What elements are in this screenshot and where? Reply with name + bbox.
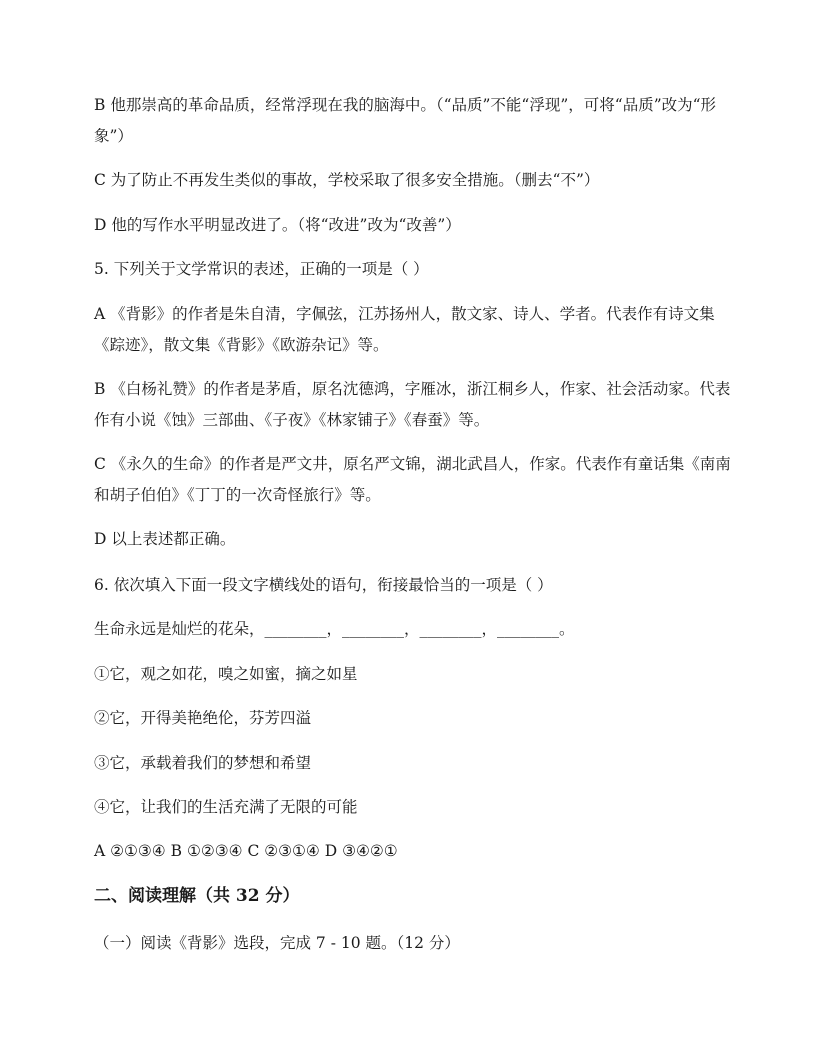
section-heading: 二、阅读理解（共 32 分） xyxy=(94,886,300,906)
question-5-option-a: A 《背影》的作者是朱自清，字佩弦，江苏扬州人，散文家、诗人、学者。代表作有诗文集《踪迹》，散文集《背影》《欧游杂记》等。 xyxy=(94,305,715,354)
question-5-option-b: B 《白杨礼赞》的作者是茅盾，原名沈德鸿，字雁冰，浙江桐乡人，作家、社会活动家。代表作有小说《蚀》三部曲、《子夜》《林家铺子》《春蚕》等。 xyxy=(94,380,731,429)
question-6-options: A ②①③④ B ①②③④ C ②③①④ D ③④②① xyxy=(94,842,398,860)
question-5-stem: 5. 下列关于文学常识的表述，正确的一项是（ ） xyxy=(94,260,429,278)
question-6-item-4: ④它，让我们的生活充满了无限的可能 xyxy=(94,798,358,816)
subsection-heading: （一）阅读《背影》选段，完成 7 - 10 题。（12 分） xyxy=(94,934,460,952)
option-b-correction: B 他那崇高的革命品质，经常浮现在我的脑海中。（“品质”不能“浮现”，可将“品质”改为“形象”） xyxy=(94,96,717,145)
option-d-correction: D 他的写作水平明显改进了。（将“改进”改为“改善”） xyxy=(94,216,461,234)
question-6-item-2: ②它，开得美艳绝伦，芬芳四溢 xyxy=(94,709,312,727)
question-5-option-c: C 《永久的生命》的作者是严文井，原名严文锦，湖北武昌人，作家。代表作有童话集《南南和胡子伯伯》《丁丁的一次奇怪旅行》等。 xyxy=(94,455,731,504)
option-c-correction: C 为了防止不再发生类似的事故，学校采取了很多安全措施。（删去“不”） xyxy=(94,171,600,189)
question-6-passage: 生命永远是灿烂的花朵，________，________，________，________。 xyxy=(94,620,575,638)
question-6-stem: 6. 依次填入下面一段文字横线处的语句，衔接最恰当的一项是（ ） xyxy=(94,576,553,594)
question-6-item-1: ①它，观之如花，嗅之如蜜，摘之如星 xyxy=(94,665,358,683)
question-6-item-3: ③它，承载着我们的梦想和希望 xyxy=(94,754,312,772)
question-5-option-d: D 以上表述都正确。 xyxy=(94,530,236,548)
